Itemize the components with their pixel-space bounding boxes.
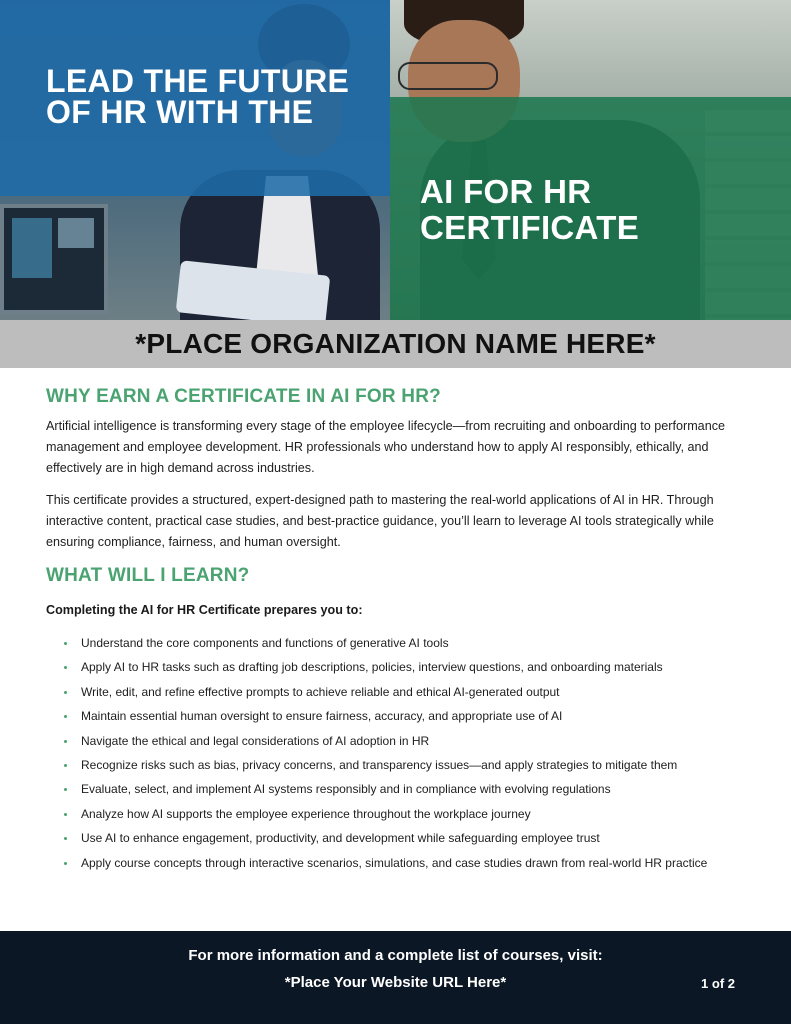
- bullet-dot-icon: [64, 862, 67, 865]
- hero-banner: [0, 0, 791, 320]
- list-item-text: Navigate the ethical and legal considerations of AI adoption in HR: [81, 733, 430, 748]
- learn-intro: Completing the AI for HR Certificate prepares you to:: [46, 603, 363, 617]
- list-item: [46, 802, 746, 826]
- list-item: [46, 826, 746, 850]
- website-link[interactable]: *Place Your Website URL Here*: [284, 974, 507, 991]
- list-item: [46, 851, 746, 875]
- list-item-text: Evaluate, select, and implement AI systems responsibly and in compliance with evolving regulations: [81, 782, 611, 797]
- list-item: [46, 777, 746, 801]
- learn-heading: WHAT WILL I LEARN?: [46, 565, 250, 586]
- monitor-screen-panel: [58, 218, 94, 248]
- list-item-text: Maintain essential human oversight to ensure fairness, accuracy, and appropriate use of AI: [81, 709, 563, 724]
- bullet-dot-icon: [64, 788, 67, 791]
- organization-bar: [0, 320, 791, 368]
- organization-name: *PLACE ORGANIZATION NAME HERE*: [135, 328, 656, 359]
- bullet-dot-icon: [64, 813, 67, 816]
- list-item-text: Use AI to enhance engagement, productivity, and development while safeguarding employee trust: [81, 831, 600, 846]
- page-indicator: 1 of 2: [701, 976, 735, 991]
- list-item-text: Analyze how AI supports the employee experience throughout the workplace journey: [81, 806, 531, 821]
- footer-bar: [0, 931, 791, 1024]
- bullet-dot-icon: [64, 691, 67, 694]
- glasses-graphic: [398, 62, 498, 90]
- footer-info-text: For more information and a complete list of courses, visit:: [188, 947, 603, 964]
- list-item: [46, 729, 746, 753]
- list-item-text: Apply course concepts through interactive scenarios, simulations, and case studies drawn from real-world HR practice: [81, 855, 708, 870]
- list-item: [46, 631, 746, 655]
- why-paragraph: Artificial intelligence is transforming every stage of the employee lifecycle—from recruiting and onboarding to performance management and employee development. HR professionals who understand how to apply AI responsibly, ethically, and effectively are in high demand across industries.: [46, 419, 725, 475]
- why-heading: WHY EARN A CERTIFICATE IN AI FOR HR?: [46, 386, 441, 407]
- bullet-dot-icon: [64, 837, 67, 840]
- list-item-text: Understand the core components and functions of generative AI tools: [81, 636, 449, 650]
- learn-bullet-list: [46, 631, 746, 875]
- list-item: [46, 704, 746, 728]
- bullet-dot-icon: [64, 642, 67, 645]
- list-item: [46, 655, 746, 679]
- main-content: [46, 386, 746, 875]
- why-paragraph: This certificate provides a structured, expert-designed path to mastering the real-world applications of AI in HR. Through interactive content, practical case studies, and best-practice guidance, you’ll learn to leverage AI tools strategically while ensuring compliance, fairness, and human oversight.: [46, 493, 714, 549]
- bullet-dot-icon: [64, 715, 67, 718]
- bullet-dot-icon: [64, 764, 67, 767]
- list-item-text: Recognize risks such as bias, privacy concerns, and transparency issues—and apply strategies to mitigate them: [81, 758, 678, 773]
- monitor-screen-panel: [12, 218, 52, 278]
- hero-title-part1: LEAD THE FUTURE OF HR WITH THE: [46, 63, 350, 130]
- list-item: [46, 680, 746, 704]
- bullet-dot-icon: [64, 666, 67, 669]
- monitor-graphic: [0, 204, 108, 314]
- bullet-dot-icon: [64, 740, 67, 743]
- list-item: [46, 753, 746, 777]
- hero-title-part2: AI FOR HR CERTIFICATE: [420, 173, 640, 246]
- list-item-text: Apply AI to HR tasks such as drafting job descriptions, policies, interview questions, and onboarding materials: [81, 660, 663, 675]
- list-item-text: Write, edit, and refine effective prompts to achieve reliable and ethical AI-generated output: [81, 684, 560, 699]
